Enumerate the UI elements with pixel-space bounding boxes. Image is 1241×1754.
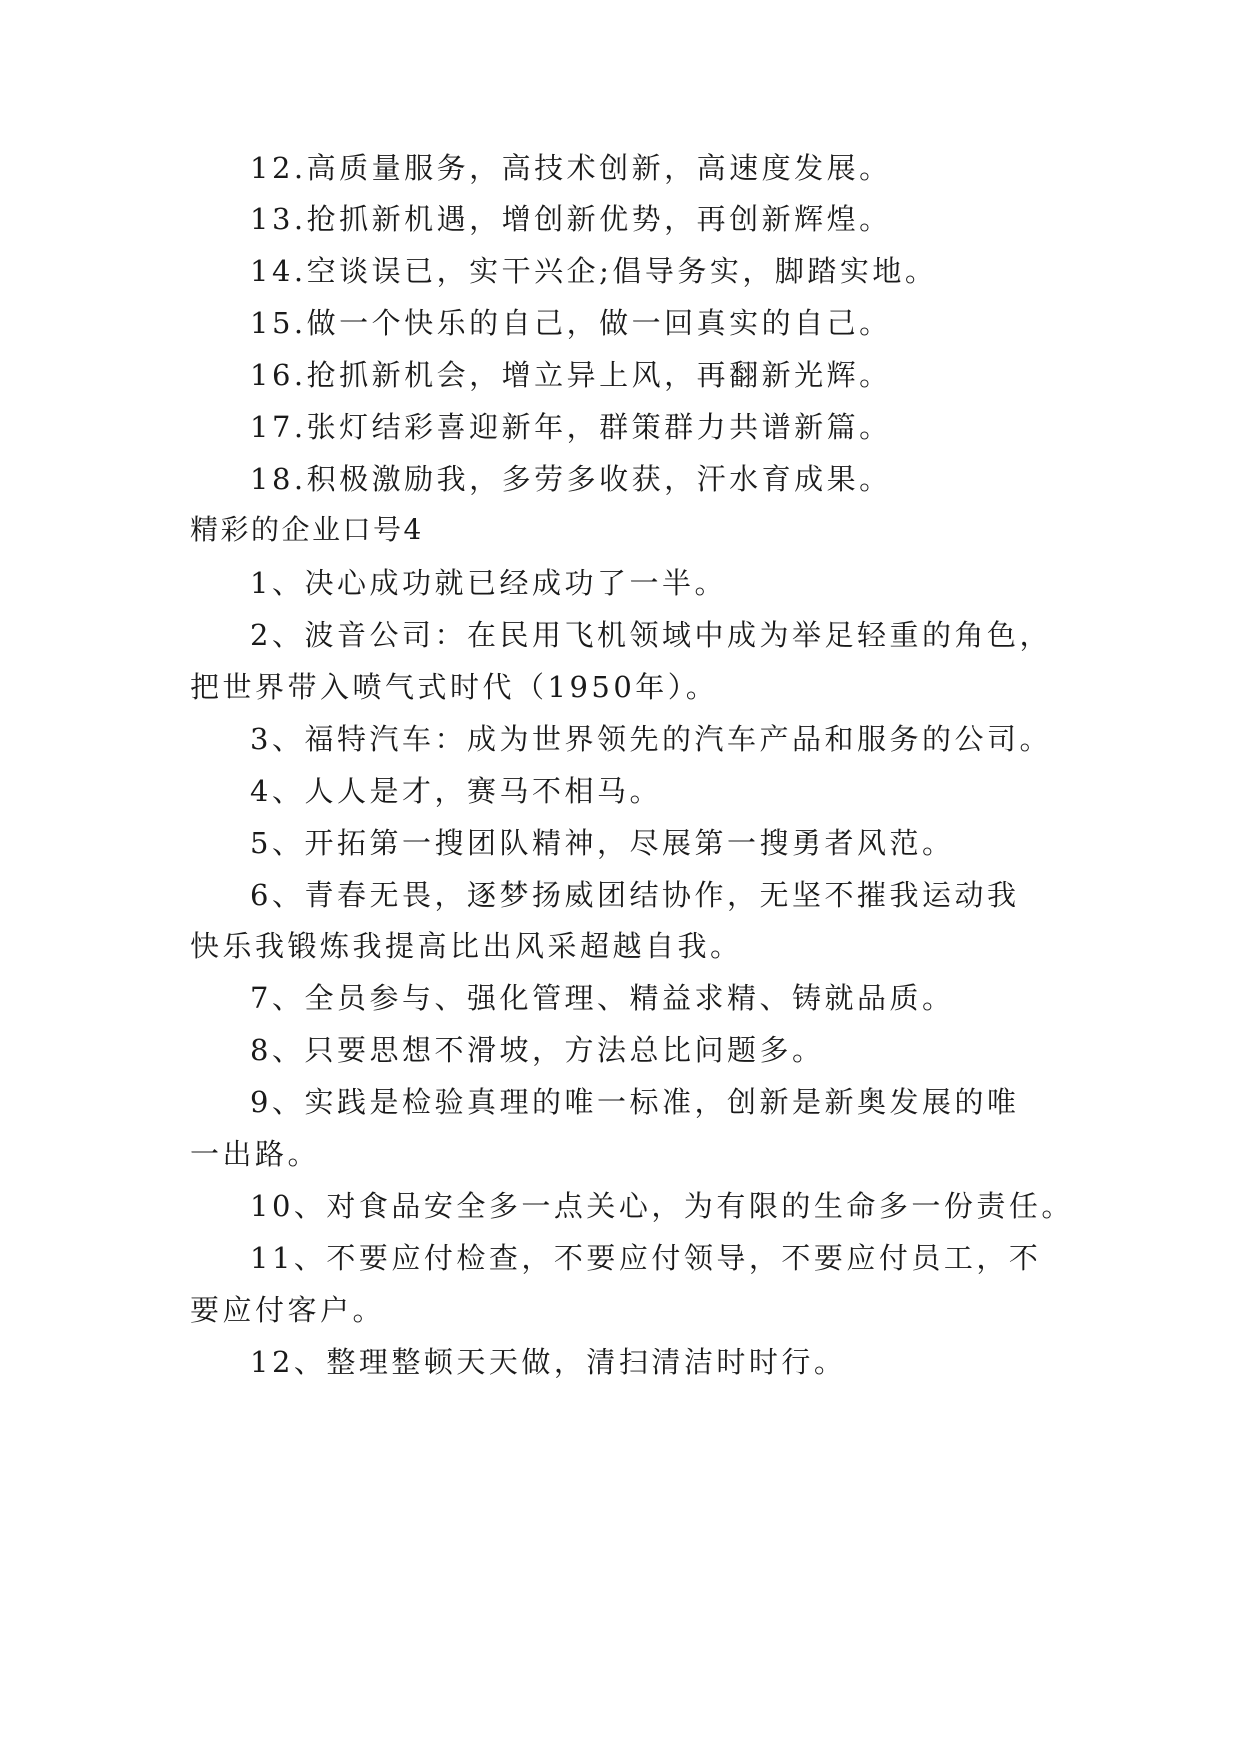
slogan-item-6: 6、青春无畏，逐梦扬威团结协作，无坚不摧我运动我 — [250, 878, 1020, 912]
slogan-item-9-cont: 一出路。 — [190, 1137, 321, 1171]
slogan-line-17: 17.张灯结彩喜迎新年，群策群力共谱新篇。 — [250, 410, 892, 444]
slogan-item-5: 5、开拓第一搜团队精神，尽展第一搜勇者风范。 — [250, 826, 955, 860]
slogan-item-9: 9、实践是检验真理的唯一标准，创新是新奥发展的唯 — [250, 1085, 1020, 1119]
slogan-line-18: 18.积极激励我，多劳多收获，汗水育成果。 — [250, 462, 892, 496]
slogan-item-8: 8、只要思想不滑坡，方法总比问题多。 — [250, 1033, 825, 1067]
slogan-item-12: 12、整理整顿天天做，清扫清洁时时行。 — [250, 1345, 847, 1379]
slogan-line-14: 14.空谈误已，实干兴企;倡导务实，脚踏实地。 — [250, 254, 938, 288]
slogan-item-6-cont: 快乐我锻炼我提高比出风采超越自我。 — [190, 929, 743, 963]
slogan-item-2: 2、波音公司：在民用飞机领域中成为举足轻重的角色， — [250, 618, 1052, 652]
slogan-item-10: 10、对食品安全多一点关心，为有限的生命多一份责任。 — [250, 1189, 1074, 1223]
slogan-item-11-cont: 要应付客户。 — [190, 1293, 386, 1327]
section-title: 精彩的企业口号4 — [190, 513, 424, 546]
slogan-item-3: 3、福特汽车：成为世界领先的汽车产品和服务的公司。 — [250, 722, 1052, 756]
slogan-item-11: 11、不要应付检查，不要应付领导，不要应付员工，不 — [250, 1241, 1042, 1275]
slogan-item-4: 4、人人是才，赛马不相马。 — [250, 774, 662, 808]
slogan-line-15: 15.做一个快乐的自己，做一回真实的自己。 — [250, 306, 892, 340]
slogan-item-7: 7、全员参与、强化管理、精益求精、铸就品质。 — [250, 981, 955, 1015]
slogan-line-12: 12.高质量服务，高技术创新，高速度发展。 — [250, 151, 892, 185]
slogan-item-1: 1、决心成功就已经成功了一半。 — [250, 566, 727, 600]
slogan-line-16: 16.抢抓新机会，增立异上风，再翻新光辉。 — [250, 358, 892, 392]
slogan-line-13: 13.抢抓新机遇，增创新优势，再创新辉煌。 — [250, 202, 892, 236]
slogan-item-2-cont: 把世界带入喷气式时代（1950年）。 — [190, 670, 719, 704]
